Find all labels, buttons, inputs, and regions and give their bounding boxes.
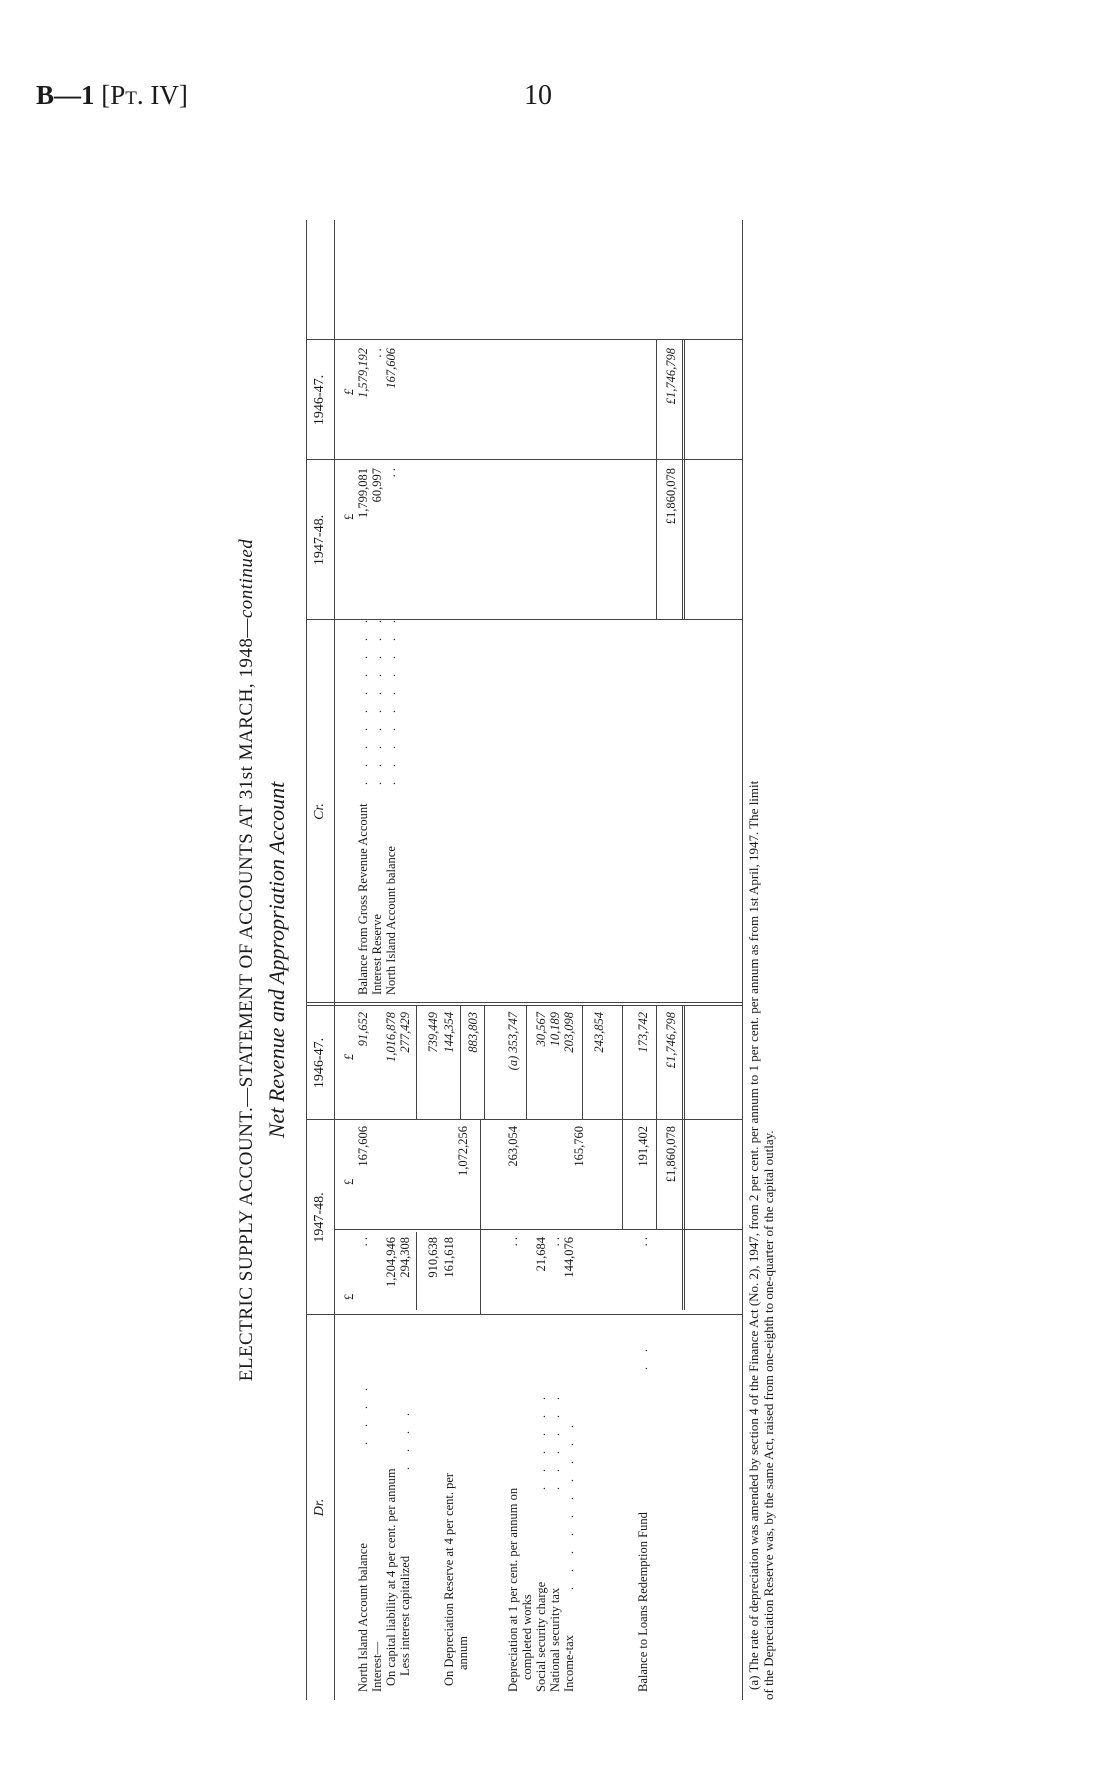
dr-prev-capital: 1,016,878: [384, 1012, 398, 1062]
cr-year-current: 1947-48.: [312, 514, 327, 566]
leader-dots: . . . .: [356, 1382, 370, 1445]
dr-col2-north-island: 167,606: [356, 1126, 370, 1167]
cr-current-interest-reserve: 60,997: [370, 468, 384, 503]
dr-prev-subtotal-2: 883,803: [466, 1012, 480, 1053]
pound-sign: £: [342, 1293, 356, 1300]
cr-total-previous: £1,746,798: [664, 348, 678, 405]
dr-year-previous: 1946-47.: [312, 1037, 327, 1089]
dr-col2-income: 165,760: [572, 1126, 586, 1167]
header-rule: [334, 220, 335, 1700]
section-rule: [480, 1120, 481, 1315]
dr-prev-social: 30,567: [534, 1012, 548, 1047]
total-double-rule: [682, 340, 685, 620]
subtotal-rule: [484, 1006, 485, 1120]
cr-prev-north-island: 167,606: [384, 348, 398, 389]
dr-col1-social: 21,684: [534, 1237, 548, 1272]
table-bottom-rule: [742, 220, 743, 1700]
dr-prev-loans: 173,742: [636, 1012, 650, 1053]
cr-total-current: £1,860,078: [664, 468, 678, 525]
dr-label-depreciation-reserve-2: annum: [456, 1635, 470, 1670]
cr-header: Cr.: [312, 803, 327, 820]
dr-label-income: Income-tax: [562, 1635, 576, 1692]
dr-col2-depreciation-reserve: 1,072,256: [456, 1126, 470, 1176]
cr-current-north-island-dots: . .: [384, 468, 398, 478]
total-double-rule: [682, 1006, 685, 1120]
pound-sign: £: [342, 1178, 356, 1185]
dr-col1-depreciation-reserve: 161,618: [442, 1237, 456, 1278]
total-rule: [656, 1120, 657, 1230]
dr-col1-north-island-dots: . .: [356, 1237, 370, 1247]
dr-label-interest: Interest—: [370, 1642, 384, 1692]
cr-prev-interest-reserve-dots: . .: [370, 348, 384, 358]
total-double-rule: [682, 1120, 685, 1310]
leader-dots: . . . . . .: [548, 1391, 562, 1490]
subtotal-rule: [460, 1006, 461, 1120]
dr-header: Dr.: [312, 1498, 327, 1517]
dr-prev-depreciation-reserve: 144,354: [442, 1012, 456, 1053]
footnote-line-1: (a) The rate of depreciation was amended by section 4 of the Finance Act (No. 2), 1947, from 2 per cent. per annum to 1 per cent. per annum as from 1st April, 1947. The limit: [746, 780, 761, 1690]
dr-label-social: Social security charge: [534, 1581, 548, 1692]
dr-prev-income: 203,098: [562, 1012, 576, 1053]
account-statement: [236, 220, 776, 1700]
dr-col1-subtotal: 910,638: [426, 1237, 440, 1278]
dr-label-north-island: North Island Account balance: [356, 1543, 370, 1692]
page-header: [36, 80, 1036, 120]
cr-label-interest-reserve: Interest Reserve: [370, 914, 384, 995]
dr-prev-north-island: 91,652: [356, 1012, 370, 1047]
dr-prev-capitalized: 277,429: [398, 1012, 412, 1053]
subtotal-rule: [416, 1232, 417, 1310]
page-reference: B—1 [Pt. IV]: [36, 80, 188, 110]
dr-label-capitalized: Less interest capitalized: [398, 1555, 412, 1676]
subtotal-rule: [622, 1006, 623, 1120]
dr-prev-depreciation: (a) 353,747: [506, 1012, 520, 1071]
pound-sign: £: [342, 388, 356, 395]
dr-label-depreciation: Depreciation at 1 per cent. per annum on: [506, 1487, 520, 1692]
leader-dots: . . . . . . . . . .: [562, 1419, 576, 1590]
dr-prev-subtotal-3: 243,854: [592, 1012, 606, 1053]
dr-label-capital: On capital liability at 4 per cent. per annum: [384, 1468, 398, 1686]
leader-dots: . .: [636, 1343, 650, 1370]
table-top-rule: [306, 220, 307, 1700]
col-divider: [306, 1002, 742, 1003]
dr-year-current: 1947-48.: [312, 1192, 327, 1243]
dr-prev-subtotal: 739,449: [426, 1012, 440, 1053]
dr-total-previous: £1,746,798: [664, 1012, 678, 1069]
leader-dots: . . . .: [398, 1407, 412, 1470]
dr-col1-loans-dots: . .: [636, 1237, 650, 1247]
dr-label-loans: Balance to Loans Redemption Fund: [636, 1512, 650, 1692]
pound-sign: £: [342, 513, 356, 520]
statement-subtitle: Net Revenue and Appropriation Account: [264, 781, 289, 1139]
subtotal-rule: [582, 1006, 583, 1120]
subtotal-rule: [416, 1006, 417, 1120]
dr-label-depreciation-2: completed works: [520, 1594, 534, 1680]
dr-col2-loans: 191,402: [636, 1126, 650, 1167]
dr-col1-capitalized: 294,308: [398, 1237, 412, 1278]
leader-dots: . . . . . . . . . .: [370, 614, 384, 785]
cr-prev-gross-revenue: 1,579,192: [356, 348, 370, 398]
cr-year-previous: 1946-47.: [312, 374, 327, 426]
subtotal-rule: [526, 1006, 527, 1120]
pound-sign: £: [342, 1053, 356, 1060]
cr-label-north-island: North Island Account balance: [384, 846, 398, 995]
dr-label-national: National security tax: [548, 1587, 562, 1692]
dr-total-current: £1,860,078: [664, 1126, 678, 1183]
cr-label-gross-revenue: Balance from Gross Revenue Account: [356, 803, 370, 995]
leader-dots: . . . . . . . . . .: [356, 614, 370, 785]
col-divider: [306, 1005, 742, 1006]
col-divider: [306, 1314, 742, 1315]
subtotal-rule: [622, 1120, 623, 1230]
dr-col1-depreciation-dots: . .: [506, 1237, 520, 1247]
page-number: 10: [524, 80, 552, 111]
statement-title: ELECTRIC SUPPLY ACCOUNT.—STATEMENT OF ACCOUNTS AT 31st MARCH, 1948—continued: [236, 538, 257, 1382]
dr-col1-income: 144,076: [562, 1237, 576, 1278]
leader-dots: . . . . . .: [534, 1391, 548, 1490]
dr-label-depreciation-reserve: On Depreciation Reserve at 4 per cent. per: [442, 1472, 456, 1686]
leader-dots: . . . . . . . . . .: [384, 614, 398, 785]
cr-current-gross-revenue: 1,799,081: [356, 468, 370, 518]
footnote-line-2: of the Depreciation Reserve was, by the same Act, raised from one-eighth to one-quarter of the capital outlay.: [761, 1130, 776, 1700]
dr-prev-national: 10,189: [548, 1012, 562, 1047]
dr-col1-capital: 1,204,946: [384, 1237, 398, 1287]
dr-col2-depreciation: 263,054: [506, 1126, 520, 1167]
total-rule: [656, 340, 657, 620]
total-rule: [656, 1006, 657, 1120]
col-divider: [306, 339, 742, 340]
dr-col1-national-dots: . .: [548, 1237, 562, 1247]
inner-col-divider: [334, 1229, 742, 1230]
